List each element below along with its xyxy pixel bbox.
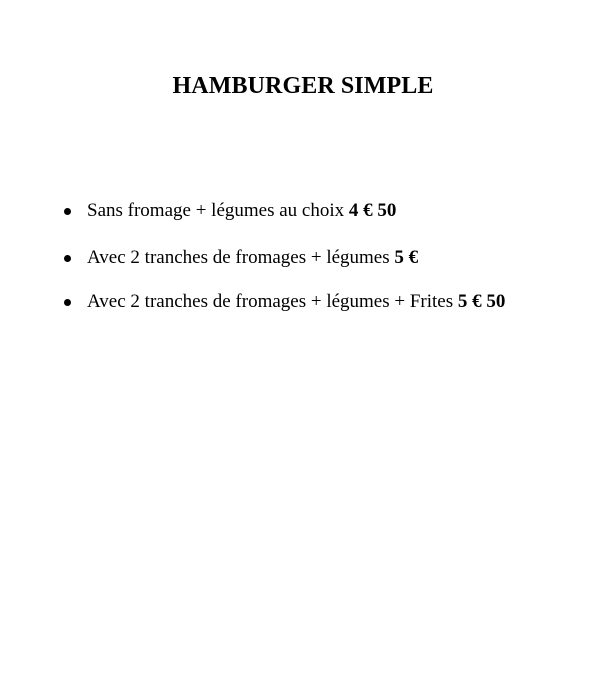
menu-item [58,245,505,271]
menu-list [58,198,505,315]
item-price: 4 € 50 [348,200,397,221]
page-title: HAMBURGER SIMPLE [172,73,434,99]
item-description: Avec 2 tranches de fromages + légumes [87,247,390,268]
item-price: 5 € [394,247,419,268]
menu-item [58,289,505,315]
bullet-icon [64,299,71,306]
bullet-icon [64,255,71,262]
item-description: Sans fromage + légumes au choix [87,200,345,221]
item-price: 5 € 50 [457,291,506,312]
menu-item [58,198,505,224]
item-description: Avec 2 tranches de fromages + légumes + Frites [87,291,454,312]
bullet-icon [64,208,71,215]
